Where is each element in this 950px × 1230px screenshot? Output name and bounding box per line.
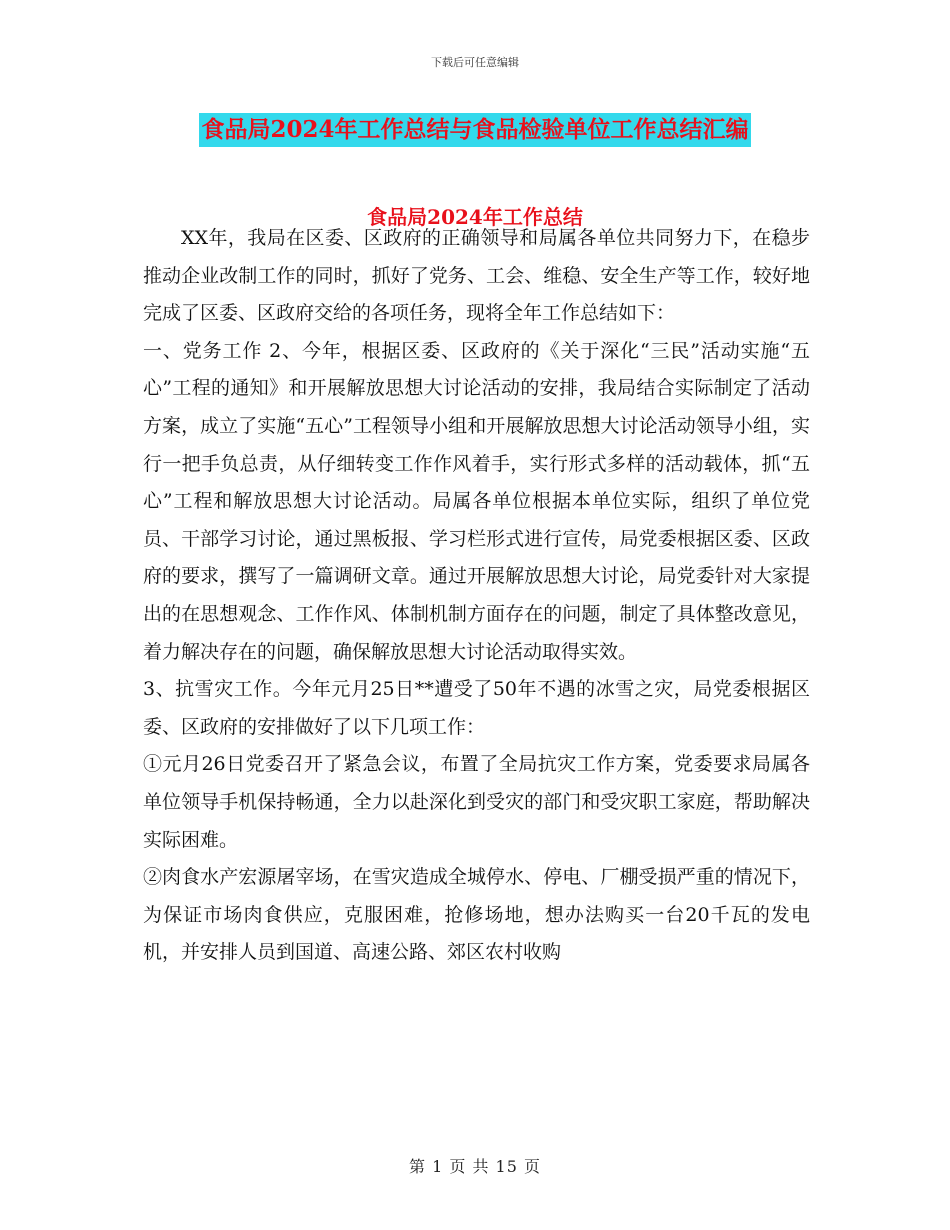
body-text	[143, 220, 810, 972]
paragraph-item-2: ②肉食水产宏源屠宰场，在雪灾造成全城停水、停电、厂棚受损严重的情况下，为保证市场肉食供应，克服困难，抢修场地，想办法购买一台20千瓦的发电机，并安排人员到国道、高速公路、郊区农村收购	[143, 866, 810, 964]
document-title: 食品局2024年工作总结与食品检验单位工作总结汇编	[199, 113, 750, 147]
header-note: 下载后可任意编辑	[431, 56, 519, 69]
section-title: 食品局2024年工作总结	[367, 205, 583, 229]
page-footer: 第 1 页 共 15 页	[409, 1157, 541, 1176]
paragraph-snow-disaster: 3、抗雪灾工作。今年元月25日**遭受了50年不遇的冰雪之灾，局党委根据区委、区政府的安排做好了以下几项工作：	[143, 678, 810, 738]
paragraph-item-1: ①元月26日党委召开了紧急会议，布置了全局抗灾工作方案，党委要求局属各单位领导手机保持畅通，全力以赴深化到受灾的部门和受灾职工家庭，帮助解决实际困难。	[143, 753, 810, 851]
document-title-container	[0, 113, 950, 147]
paragraph-intro: XX年，我局在区委、区政府的正确领导和局属各单位共同努力下，在稳步推动企业改制工作的同时，抓好了党务、工会、维稳、安全生产等工作，较好地完成了区委、区政府交给的各项任务，现将全年工作总结如下：	[143, 227, 810, 325]
paragraph-party-work: 一、党务工作 2、今年，根据区委、区政府的《关于深化“三民”活动实施“五心”工程的通知》和开展解放思想大讨论活动的安排，我局结合实际制定了活动方案，成立了实施“五心”工程领导小组和开展解放思想大讨论活动领导小组，实行一把手负总责，从仔细转变工作作风着手，实行形式多样的活动载体，抓“五心”工程和解放思想大讨论活动。局属各单位根据本单位实际，组织了单位党员、干部学习讨论，通过黑板报、学习栏形式进行宣传，局党委根据区委、区政府的要求，撰写了一篇调研文章。通过开展解放思想大讨论，局党委针对大家提出的在思想观念、工作作风、体制机制方面存在的问题，制定了具体整改意见，着力解决存在的问题，确保解放思想大讨论活动取得实效。	[143, 339, 810, 663]
